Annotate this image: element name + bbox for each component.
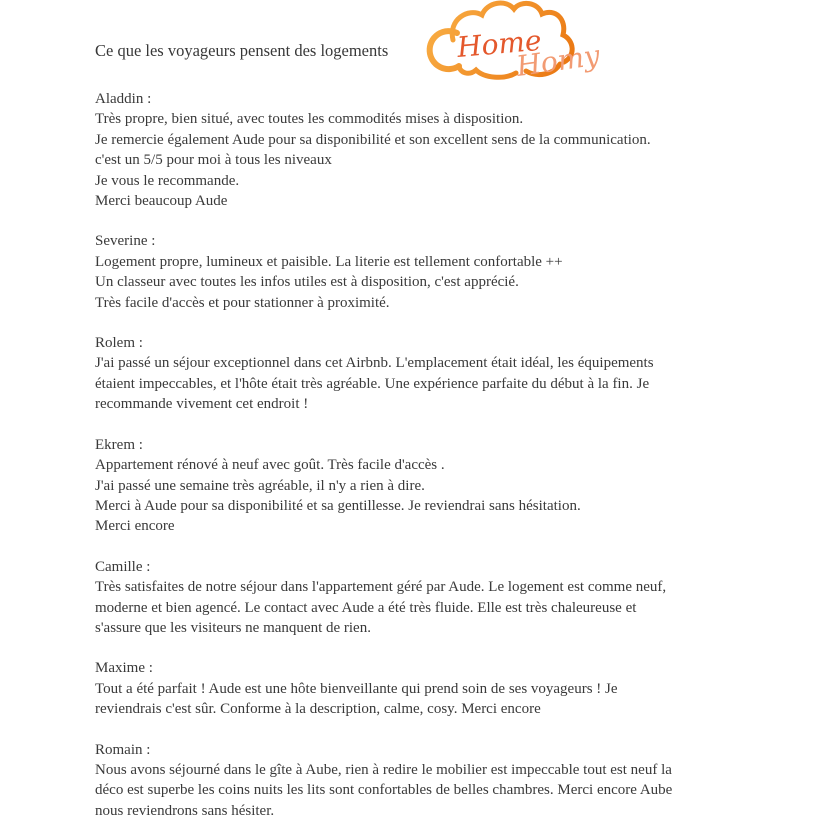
review-block [95,435,775,537]
review-line: Nous avons séjourné dans le gîte à Aube, rien à redire le mobilier est impeccable tout est neuf la [95,761,672,778]
review-line: c'est un 5/5 pour moi à tous les niveaux [95,152,332,169]
review-line: Très propre, bien situé, avec toutes les commodités mises à disposition. [95,111,524,128]
reviews-list [95,89,775,825]
review-line: Très satisfaites de notre séjour dans l'appartement géré par Aude. Le logement est comme neuf, [95,579,667,596]
review-line: étaient impeccables, et l'hôte était très agréable. Une expérience parfaite du début à la fin. Je [95,375,650,392]
review-line: Merci encore [95,518,175,535]
review-text [95,679,775,720]
review-author: Maxime : [95,660,153,677]
review-line: déco est superbe les coins nuits les lits sont confortables de belles chambres. Merci encore Aube [95,782,673,799]
review-block [95,89,775,211]
review-text [95,353,775,414]
review-line: reviendrais c'est sûr. Conforme à la description, calme, cosy. Merci encore [95,701,541,718]
review-block [95,557,775,639]
review-block [95,740,775,822]
review-block [95,333,775,415]
review-line: Je vous le recommande. [95,172,240,189]
review-line: recommande vivement cet endroit ! [95,396,309,413]
review-line: moderne et bien agencé. Le contact avec Aude a été très fluide. Elle est très chaleureuse et [95,599,637,616]
review-author: Camille : [95,558,151,575]
review-line: s'assure que les visiteurs ne manquent de rien. [95,619,371,636]
review-line: Un classeur avec toutes les infos utiles est à disposition, c'est apprécié. [95,274,519,291]
review-text [95,109,775,211]
review-block [95,231,775,313]
review-line: Tout a été parfait ! Aude est une hôte bienveillante qui prend soin de ses voyageurs ! Je [95,680,618,697]
review-author: Aladdin : [95,91,152,107]
review-line: Très facile d'accès et pour stationner à proximité. [95,294,390,311]
review-text [95,760,775,821]
review-author: Severine : [95,233,156,250]
review-line: Appartement rénové à neuf avec goût. Très facile d'accès . [95,457,445,474]
review-line: J'ai passé une semaine très agréable, il n'y a rien à dire. [95,477,425,494]
review-author: Romain : [95,741,151,758]
review-line: Merci beaucoup Aude [95,193,228,210]
homehomy-logo [424,0,614,88]
review-text [95,252,775,313]
review-line: J'ai passé un séjour exceptionnel dans cet Airbnb. L'emplacement était idéal, les équipements [95,355,654,372]
review-line: nous reviendrons sans hésiter. [95,802,275,819]
logo-word-homy: Homy [514,38,602,83]
review-line: Logement propre, lumineux et paisible. La literie est tellement confortable ++ [95,253,563,270]
review-text [95,577,775,638]
cloud-logo-icon [424,0,614,88]
review-author: Rolem : [95,335,143,352]
logo-word-home: Home [455,23,543,64]
review-line: Merci à Aude pour sa disponibilité et sa gentillesse. Je reviendrai sans hésitation. [95,497,581,514]
review-text [95,455,775,537]
review-block [95,658,775,719]
page-title: Ce que les voyageurs pensent des logements [95,41,389,60]
review-line: Je remercie également Aude pour sa disponibilité et son excellent sens de la communication. [95,131,651,148]
review-author: Ekrem : [95,436,143,453]
